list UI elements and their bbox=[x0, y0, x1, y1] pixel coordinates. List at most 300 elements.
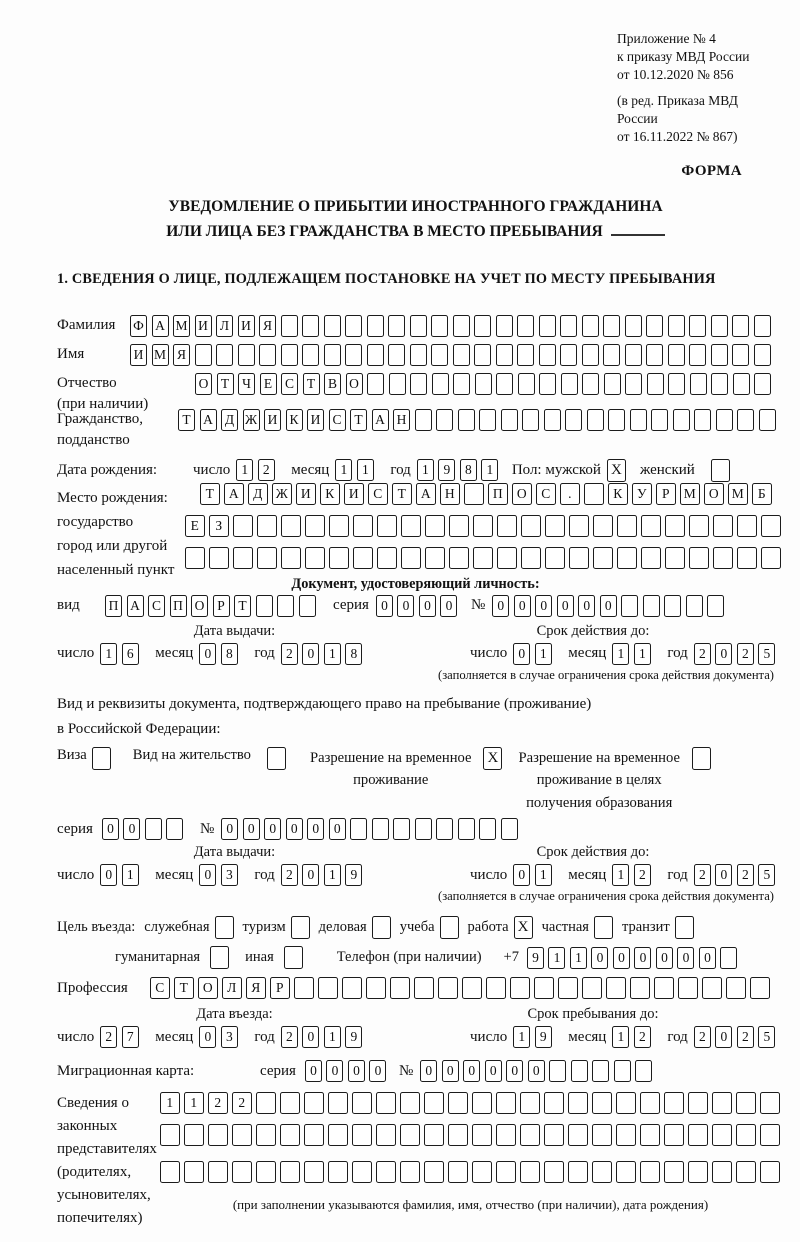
char-box[interactable]: Ф bbox=[130, 315, 147, 337]
birthplace-boxes-3[interactable] bbox=[185, 547, 785, 569]
private-checkbox[interactable] bbox=[594, 916, 613, 939]
char-box[interactable] bbox=[625, 315, 642, 337]
char-box[interactable] bbox=[675, 916, 694, 939]
char-box[interactable] bbox=[711, 459, 730, 482]
char-box[interactable] bbox=[582, 373, 599, 395]
char-box[interactable]: Т bbox=[234, 595, 251, 617]
char-box[interactable] bbox=[664, 595, 681, 617]
char-box[interactable] bbox=[328, 1092, 348, 1114]
char-box[interactable]: . bbox=[560, 483, 580, 505]
char-box[interactable] bbox=[425, 515, 445, 537]
tourism-checkbox[interactable] bbox=[291, 916, 310, 939]
char-box[interactable] bbox=[689, 344, 706, 366]
char-box[interactable]: 0 bbox=[243, 818, 260, 840]
char-box[interactable] bbox=[520, 1124, 540, 1146]
char-box[interactable]: Д bbox=[248, 483, 268, 505]
char-box[interactable]: 9 bbox=[535, 1026, 552, 1048]
char-box[interactable] bbox=[760, 1092, 780, 1114]
char-box[interactable] bbox=[517, 315, 534, 337]
char-box[interactable]: 9 bbox=[438, 459, 455, 481]
patronymic-boxes[interactable] bbox=[195, 373, 776, 395]
char-box[interactable] bbox=[256, 1161, 276, 1183]
char-box[interactable] bbox=[736, 1092, 756, 1114]
res-issue-month[interactable] bbox=[199, 864, 242, 886]
char-box[interactable] bbox=[281, 344, 298, 366]
char-box[interactable]: С bbox=[329, 409, 346, 431]
char-box[interactable]: Е bbox=[185, 515, 205, 537]
char-box[interactable] bbox=[604, 373, 621, 395]
char-box[interactable] bbox=[521, 547, 541, 569]
char-box[interactable] bbox=[568, 1092, 588, 1114]
char-box[interactable]: Р bbox=[213, 595, 230, 617]
char-box[interactable] bbox=[689, 515, 709, 537]
char-box[interactable] bbox=[376, 1124, 396, 1146]
char-box[interactable]: 1 bbox=[570, 947, 587, 969]
char-box[interactable]: К bbox=[608, 483, 628, 505]
char-box[interactable]: 0 bbox=[264, 818, 281, 840]
char-box[interactable]: Ж bbox=[243, 409, 260, 431]
char-box[interactable]: 1 bbox=[612, 864, 629, 886]
res-number-boxes[interactable] bbox=[221, 818, 522, 840]
char-box[interactable] bbox=[544, 1161, 564, 1183]
res-valid-month[interactable] bbox=[612, 864, 655, 886]
char-box[interactable] bbox=[606, 977, 626, 999]
char-box[interactable]: 0 bbox=[528, 1060, 545, 1082]
char-box[interactable]: 0 bbox=[715, 1026, 732, 1048]
char-box[interactable]: А bbox=[200, 409, 217, 431]
char-box[interactable] bbox=[280, 1124, 300, 1146]
char-box[interactable] bbox=[592, 1124, 612, 1146]
char-box[interactable] bbox=[568, 1161, 588, 1183]
char-box[interactable] bbox=[754, 344, 771, 366]
char-box[interactable] bbox=[760, 1161, 780, 1183]
char-box[interactable]: 1 bbox=[535, 643, 552, 665]
char-box[interactable] bbox=[256, 1092, 276, 1114]
char-box[interactable] bbox=[688, 1161, 708, 1183]
mk-series-boxes[interactable] bbox=[305, 1060, 391, 1082]
representatives-boxes-1[interactable] bbox=[160, 1092, 784, 1114]
char-box[interactable]: 0 bbox=[307, 818, 324, 840]
char-box[interactable] bbox=[497, 515, 517, 537]
char-box[interactable]: 2 bbox=[694, 864, 711, 886]
stay-month[interactable] bbox=[612, 1026, 655, 1048]
char-box[interactable] bbox=[571, 1060, 588, 1082]
char-box[interactable] bbox=[711, 315, 728, 337]
char-box[interactable] bbox=[750, 977, 770, 999]
char-box[interactable]: 7 bbox=[122, 1026, 139, 1048]
char-box[interactable]: 1 bbox=[324, 643, 341, 665]
char-box[interactable]: О bbox=[195, 373, 212, 395]
char-box[interactable]: 0 bbox=[329, 818, 346, 840]
char-box[interactable] bbox=[232, 1161, 252, 1183]
char-box[interactable] bbox=[473, 515, 493, 537]
char-box[interactable]: 0 bbox=[634, 947, 651, 969]
char-box[interactable]: А bbox=[416, 483, 436, 505]
char-box[interactable]: 0 bbox=[199, 864, 216, 886]
char-box[interactable] bbox=[646, 315, 663, 337]
char-box[interactable]: 0 bbox=[369, 1060, 386, 1082]
char-box[interactable]: Т bbox=[392, 483, 412, 505]
phone-boxes[interactable] bbox=[527, 947, 742, 969]
char-box[interactable] bbox=[520, 1092, 540, 1114]
char-box[interactable] bbox=[486, 977, 506, 999]
char-box[interactable] bbox=[654, 977, 674, 999]
char-box[interactable] bbox=[549, 1060, 566, 1082]
char-box[interactable]: Я bbox=[259, 315, 276, 337]
char-box[interactable] bbox=[449, 515, 469, 537]
char-box[interactable] bbox=[342, 977, 362, 999]
char-box[interactable] bbox=[318, 977, 338, 999]
char-box[interactable]: П bbox=[170, 595, 187, 617]
char-box[interactable] bbox=[160, 1124, 180, 1146]
char-box[interactable]: Л bbox=[216, 315, 233, 337]
char-box[interactable]: 1 bbox=[417, 459, 434, 481]
char-box[interactable]: 0 bbox=[600, 595, 617, 617]
char-box[interactable]: 0 bbox=[492, 595, 509, 617]
char-box[interactable] bbox=[208, 1161, 228, 1183]
char-box[interactable] bbox=[329, 515, 349, 537]
char-box[interactable] bbox=[424, 1161, 444, 1183]
char-box[interactable]: 2 bbox=[258, 459, 275, 481]
doc-series-boxes[interactable] bbox=[376, 595, 462, 617]
char-box[interactable] bbox=[689, 315, 706, 337]
char-box[interactable] bbox=[689, 547, 709, 569]
char-box[interactable]: 1 bbox=[548, 947, 565, 969]
char-box[interactable]: Т bbox=[178, 409, 195, 431]
char-box[interactable] bbox=[713, 547, 733, 569]
id-issue-month[interactable] bbox=[199, 643, 242, 665]
char-box[interactable]: Б bbox=[752, 483, 772, 505]
profession-boxes[interactable] bbox=[150, 977, 774, 999]
char-box[interactable]: 0 bbox=[513, 864, 530, 886]
char-box[interactable] bbox=[376, 1092, 396, 1114]
char-box[interactable]: 0 bbox=[326, 1060, 343, 1082]
citizenship-boxes[interactable] bbox=[178, 409, 780, 431]
char-box[interactable] bbox=[390, 977, 410, 999]
char-box[interactable]: 0 bbox=[613, 947, 630, 969]
char-box[interactable]: 1 bbox=[236, 459, 253, 481]
temp-residence-checkbox[interactable] bbox=[483, 747, 502, 770]
char-box[interactable] bbox=[479, 409, 496, 431]
char-box[interactable]: 1 bbox=[184, 1092, 204, 1114]
char-box[interactable] bbox=[688, 1124, 708, 1146]
char-box[interactable] bbox=[472, 1092, 492, 1114]
char-box[interactable]: Т bbox=[174, 977, 194, 999]
char-box[interactable] bbox=[568, 1124, 588, 1146]
char-box[interactable] bbox=[281, 547, 301, 569]
char-box[interactable] bbox=[737, 547, 757, 569]
char-box[interactable] bbox=[686, 595, 703, 617]
char-box[interactable] bbox=[712, 1161, 732, 1183]
char-box[interactable]: 0 bbox=[397, 595, 414, 617]
char-box[interactable] bbox=[328, 1124, 348, 1146]
char-box[interactable] bbox=[216, 344, 233, 366]
char-box[interactable] bbox=[410, 315, 427, 337]
char-box[interactable] bbox=[711, 373, 728, 395]
char-box[interactable] bbox=[256, 1124, 276, 1146]
char-box[interactable] bbox=[474, 344, 491, 366]
char-box[interactable] bbox=[259, 344, 276, 366]
char-box[interactable]: 0 bbox=[513, 643, 530, 665]
char-box[interactable] bbox=[257, 515, 277, 537]
char-box[interactable] bbox=[280, 1161, 300, 1183]
char-box[interactable] bbox=[665, 547, 685, 569]
char-box[interactable] bbox=[372, 916, 391, 939]
char-box[interactable]: 1 bbox=[324, 1026, 341, 1048]
char-box[interactable] bbox=[640, 1092, 660, 1114]
char-box[interactable] bbox=[621, 595, 638, 617]
char-box[interactable] bbox=[614, 1060, 631, 1082]
char-box[interactable] bbox=[521, 515, 541, 537]
surname-boxes[interactable] bbox=[130, 315, 775, 337]
visa-checkbox[interactable] bbox=[92, 747, 111, 770]
char-box[interactable] bbox=[736, 1161, 756, 1183]
char-box[interactable] bbox=[702, 977, 722, 999]
char-box[interactable] bbox=[304, 1161, 324, 1183]
char-box[interactable] bbox=[501, 409, 518, 431]
char-box[interactable]: 0 bbox=[485, 1060, 502, 1082]
char-box[interactable] bbox=[496, 344, 513, 366]
char-box[interactable] bbox=[496, 315, 513, 337]
char-box[interactable] bbox=[647, 373, 664, 395]
char-box[interactable]: 2 bbox=[737, 864, 754, 886]
mk-number-boxes[interactable] bbox=[420, 1060, 657, 1082]
char-box[interactable] bbox=[474, 315, 491, 337]
char-box[interactable] bbox=[256, 595, 273, 617]
char-box[interactable] bbox=[479, 818, 496, 840]
char-box[interactable]: 0 bbox=[199, 643, 216, 665]
char-box[interactable] bbox=[565, 409, 582, 431]
char-box[interactable] bbox=[431, 344, 448, 366]
study-checkbox[interactable] bbox=[440, 916, 459, 939]
char-box[interactable]: 9 bbox=[345, 864, 362, 886]
char-box[interactable] bbox=[353, 547, 373, 569]
char-box[interactable]: 0 bbox=[221, 818, 238, 840]
char-box[interactable] bbox=[616, 1092, 636, 1114]
char-box[interactable]: 0 bbox=[305, 1060, 322, 1082]
char-box[interactable]: С bbox=[148, 595, 165, 617]
char-box[interactable] bbox=[668, 373, 685, 395]
char-box[interactable] bbox=[401, 515, 421, 537]
char-box[interactable] bbox=[304, 1092, 324, 1114]
id-issue-day[interactable] bbox=[100, 643, 143, 665]
char-box[interactable] bbox=[401, 547, 421, 569]
char-box[interactable] bbox=[329, 547, 349, 569]
char-box[interactable] bbox=[616, 1124, 636, 1146]
char-box[interactable] bbox=[184, 1161, 204, 1183]
char-box[interactable] bbox=[328, 1161, 348, 1183]
char-box[interactable] bbox=[302, 344, 319, 366]
birth-month-boxes[interactable] bbox=[335, 459, 378, 481]
char-box[interactable]: 1 bbox=[122, 864, 139, 886]
char-box[interactable] bbox=[305, 515, 325, 537]
char-box[interactable] bbox=[754, 315, 771, 337]
char-box[interactable] bbox=[643, 595, 660, 617]
char-box[interactable] bbox=[414, 977, 434, 999]
char-box[interactable]: 5 bbox=[758, 1026, 775, 1048]
char-box[interactable] bbox=[603, 344, 620, 366]
char-box[interactable]: Р bbox=[656, 483, 676, 505]
char-box[interactable]: М bbox=[152, 344, 169, 366]
char-box[interactable] bbox=[473, 547, 493, 569]
char-box[interactable] bbox=[720, 947, 737, 969]
char-box[interactable]: М bbox=[680, 483, 700, 505]
representatives-boxes-2[interactable] bbox=[160, 1124, 784, 1146]
char-box[interactable] bbox=[625, 344, 642, 366]
char-box[interactable] bbox=[582, 977, 602, 999]
char-box[interactable] bbox=[510, 977, 530, 999]
char-box[interactable] bbox=[353, 515, 373, 537]
stay-day[interactable] bbox=[513, 1026, 556, 1048]
char-box[interactable] bbox=[560, 344, 577, 366]
char-box[interactable] bbox=[232, 1124, 252, 1146]
char-box[interactable] bbox=[448, 1092, 468, 1114]
doc-number-boxes[interactable] bbox=[492, 595, 729, 617]
char-box[interactable] bbox=[267, 747, 286, 770]
char-box[interactable] bbox=[436, 409, 453, 431]
char-box[interactable] bbox=[352, 1092, 372, 1114]
birthplace-boxes-1[interactable] bbox=[200, 483, 776, 505]
char-box[interactable]: В bbox=[324, 373, 341, 395]
char-box[interactable] bbox=[737, 515, 757, 537]
char-box[interactable] bbox=[736, 1124, 756, 1146]
char-box[interactable] bbox=[712, 1124, 732, 1146]
char-box[interactable] bbox=[569, 547, 589, 569]
char-box[interactable] bbox=[367, 344, 384, 366]
char-box[interactable] bbox=[592, 1092, 612, 1114]
char-box[interactable] bbox=[388, 315, 405, 337]
id-valid-month[interactable] bbox=[612, 643, 655, 665]
char-box[interactable] bbox=[496, 1161, 516, 1183]
char-box[interactable] bbox=[400, 1092, 420, 1114]
char-box[interactable] bbox=[215, 916, 234, 939]
char-box[interactable] bbox=[280, 1092, 300, 1114]
char-box[interactable]: 0 bbox=[557, 595, 574, 617]
birth-year-boxes[interactable] bbox=[417, 459, 503, 481]
char-box[interactable] bbox=[501, 818, 518, 840]
char-box[interactable] bbox=[641, 547, 661, 569]
char-box[interactable] bbox=[458, 818, 475, 840]
char-box[interactable] bbox=[350, 818, 367, 840]
char-box[interactable] bbox=[569, 515, 589, 537]
char-box[interactable]: М bbox=[173, 315, 190, 337]
char-box[interactable]: 2 bbox=[694, 1026, 711, 1048]
char-box[interactable] bbox=[711, 344, 728, 366]
char-box[interactable]: 1 bbox=[612, 643, 629, 665]
residence-permit-checkbox[interactable] bbox=[267, 747, 286, 770]
char-box[interactable] bbox=[415, 409, 432, 431]
char-box[interactable] bbox=[713, 515, 733, 537]
char-box[interactable] bbox=[294, 977, 314, 999]
char-box[interactable] bbox=[651, 409, 668, 431]
stay-year[interactable] bbox=[694, 1026, 780, 1048]
char-box[interactable] bbox=[389, 373, 406, 395]
char-box[interactable] bbox=[238, 344, 255, 366]
char-box[interactable]: 1 bbox=[513, 1026, 530, 1048]
id-issue-year[interactable] bbox=[281, 643, 367, 665]
char-box[interactable]: И bbox=[238, 315, 255, 337]
char-box[interactable] bbox=[584, 483, 604, 505]
id-valid-day[interactable] bbox=[513, 643, 556, 665]
char-box[interactable] bbox=[497, 547, 517, 569]
char-box[interactable]: 0 bbox=[715, 643, 732, 665]
char-box[interactable] bbox=[400, 1161, 420, 1183]
char-box[interactable]: Т bbox=[217, 373, 234, 395]
char-box[interactable] bbox=[367, 315, 384, 337]
char-box[interactable] bbox=[185, 547, 205, 569]
char-box[interactable] bbox=[438, 977, 458, 999]
char-box[interactable]: 0 bbox=[578, 595, 595, 617]
char-box[interactable]: 1 bbox=[481, 459, 498, 481]
char-box[interactable] bbox=[635, 1060, 652, 1082]
char-box[interactable]: 0 bbox=[302, 864, 319, 886]
char-box[interactable] bbox=[257, 547, 277, 569]
char-box[interactable] bbox=[539, 373, 556, 395]
work-checkbox[interactable] bbox=[514, 916, 533, 939]
char-box[interactable] bbox=[539, 344, 556, 366]
char-box[interactable] bbox=[665, 515, 685, 537]
char-box[interactable]: 2 bbox=[281, 1026, 298, 1048]
char-box[interactable] bbox=[305, 547, 325, 569]
char-box[interactable]: Ч bbox=[238, 373, 255, 395]
char-box[interactable] bbox=[352, 1161, 372, 1183]
char-box[interactable]: 0 bbox=[656, 947, 673, 969]
char-box[interactable]: 1 bbox=[535, 864, 552, 886]
char-box[interactable] bbox=[496, 373, 513, 395]
char-box[interactable] bbox=[302, 315, 319, 337]
char-box[interactable] bbox=[732, 344, 749, 366]
char-box[interactable] bbox=[431, 315, 448, 337]
official-checkbox[interactable] bbox=[215, 916, 234, 939]
char-box[interactable] bbox=[625, 373, 642, 395]
male-checkbox[interactable] bbox=[607, 459, 626, 482]
char-box[interactable]: 2 bbox=[737, 1026, 754, 1048]
char-box[interactable]: 2 bbox=[100, 1026, 117, 1048]
other-checkbox[interactable] bbox=[284, 946, 303, 969]
res-issue-year[interactable] bbox=[281, 864, 367, 886]
char-box[interactable] bbox=[608, 409, 625, 431]
char-box[interactable]: Н bbox=[440, 483, 460, 505]
char-box[interactable] bbox=[594, 916, 613, 939]
char-box[interactable]: 0 bbox=[199, 1026, 216, 1048]
char-box[interactable]: Л bbox=[222, 977, 242, 999]
char-box[interactable] bbox=[424, 1124, 444, 1146]
char-box[interactable]: 0 bbox=[123, 818, 140, 840]
char-box[interactable] bbox=[448, 1124, 468, 1146]
char-box[interactable] bbox=[496, 1092, 516, 1114]
char-box[interactable] bbox=[737, 409, 754, 431]
char-box[interactable] bbox=[545, 515, 565, 537]
char-box[interactable] bbox=[558, 977, 578, 999]
char-box[interactable] bbox=[233, 515, 253, 537]
char-box[interactable] bbox=[145, 818, 162, 840]
char-box[interactable]: 2 bbox=[634, 864, 651, 886]
char-box[interactable]: И bbox=[195, 315, 212, 337]
char-box[interactable] bbox=[324, 315, 341, 337]
char-box[interactable] bbox=[732, 315, 749, 337]
char-box[interactable]: 0 bbox=[286, 818, 303, 840]
char-box[interactable]: 0 bbox=[699, 947, 716, 969]
char-box[interactable] bbox=[472, 1124, 492, 1146]
char-box[interactable]: 0 bbox=[376, 595, 393, 617]
humanitarian-checkbox[interactable] bbox=[210, 946, 229, 969]
char-box[interactable] bbox=[393, 818, 410, 840]
char-box[interactable] bbox=[372, 818, 389, 840]
char-box[interactable]: О bbox=[346, 373, 363, 395]
char-box[interactable]: 0 bbox=[302, 1026, 319, 1048]
char-box[interactable] bbox=[436, 818, 453, 840]
char-box[interactable] bbox=[377, 547, 397, 569]
